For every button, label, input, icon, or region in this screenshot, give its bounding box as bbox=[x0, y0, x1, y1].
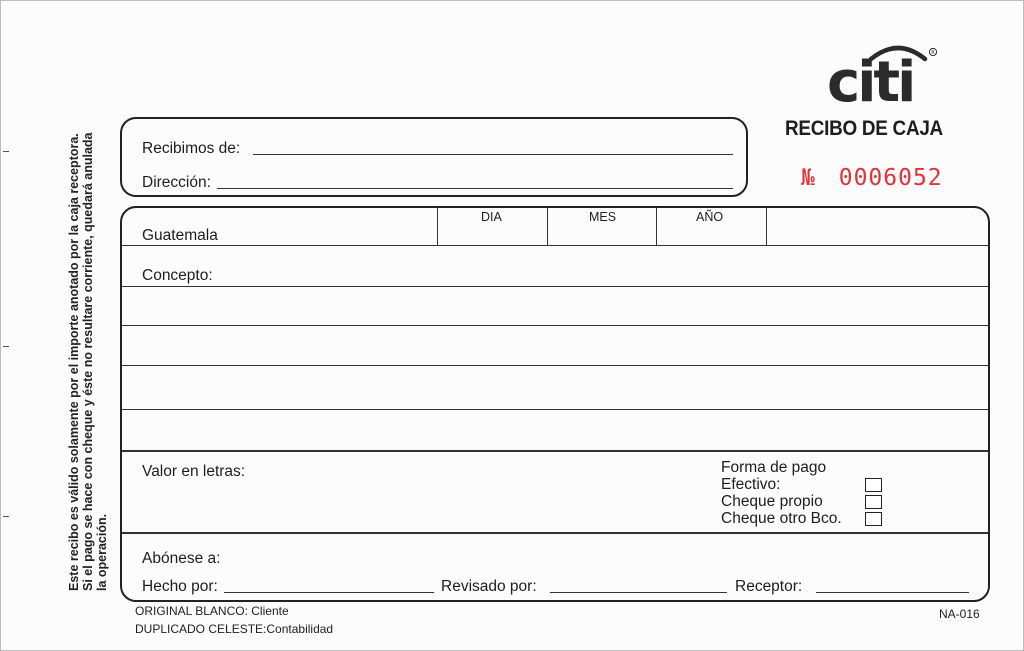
copy-original-value: Cliente bbox=[251, 604, 289, 618]
month-label: MES bbox=[589, 210, 617, 224]
margin-tick bbox=[3, 516, 9, 517]
made-by-label: Hecho por: bbox=[142, 578, 218, 595]
citi-wordmark: citi bbox=[827, 50, 914, 105]
day-label: DIA bbox=[481, 210, 502, 224]
received-from-label: Recibimos de: bbox=[142, 140, 241, 157]
validity-note bbox=[67, 81, 109, 591]
address-field[interactable] bbox=[217, 188, 733, 189]
validity-note-line-3: la operación. bbox=[95, 513, 109, 591]
copy-original-label: ORIGINAL BLANCO: bbox=[135, 604, 248, 618]
concept-label: Concepto: bbox=[142, 267, 213, 284]
concept-line-3[interactable] bbox=[122, 365, 988, 366]
margin-tick bbox=[3, 346, 9, 347]
own-check-label: Cheque propio bbox=[721, 493, 823, 510]
receiver-field[interactable] bbox=[816, 592, 969, 593]
receipt-number bbox=[801, 165, 943, 191]
svg-text:R: R bbox=[931, 50, 935, 56]
cash-checkbox[interactable] bbox=[865, 478, 882, 492]
own-check-checkbox[interactable] bbox=[865, 495, 882, 509]
receipt-number-value: 0006052 bbox=[838, 165, 943, 191]
receipt-details-box bbox=[120, 206, 990, 602]
amount-words-label: Valor en letras: bbox=[142, 463, 246, 480]
concept-line-1[interactable] bbox=[122, 286, 988, 287]
year-field[interactable] bbox=[657, 216, 766, 244]
copy-original bbox=[135, 604, 289, 618]
receiver-label: Receptor: bbox=[735, 578, 803, 595]
month-field[interactable] bbox=[548, 216, 656, 244]
number-symbol: № bbox=[801, 165, 816, 191]
payment-method-title: Forma de pago bbox=[721, 459, 827, 476]
other-bank-check-label: Cheque otro Bco. bbox=[721, 510, 842, 527]
validity-note-line-2: Si el pago se hace con cheque y éste no resultare corriente, quedará anulada bbox=[81, 132, 95, 591]
year-label: AÑO bbox=[696, 210, 724, 224]
copy-duplicate bbox=[135, 622, 333, 636]
concept-line-4[interactable] bbox=[122, 409, 988, 410]
received-from-field[interactable] bbox=[253, 154, 733, 155]
row-divider bbox=[122, 245, 988, 246]
margin-tick bbox=[3, 151, 9, 152]
form-code: NA-016 bbox=[939, 607, 980, 621]
amount-words-field[interactable] bbox=[261, 459, 701, 529]
copy-duplicate-value: Contabilidad bbox=[266, 622, 334, 636]
other-bank-check-checkbox[interactable] bbox=[865, 512, 882, 526]
concept-line-2[interactable] bbox=[122, 325, 988, 326]
receipt-title: RECIBO DE CAJA bbox=[785, 117, 943, 140]
made-by-field[interactable] bbox=[224, 592, 434, 593]
validity-note-line-1: Este recibo es válido solamente por el importe anotado por la caja receptora. bbox=[67, 133, 81, 591]
cash-label: Efectivo: bbox=[721, 476, 781, 493]
copy-duplicate-label: DUPLICADO CELESTE: bbox=[135, 622, 267, 636]
credit-to-label: Abónese a: bbox=[142, 550, 221, 567]
citi-logo-icon bbox=[825, 39, 941, 105]
day-field[interactable] bbox=[438, 216, 547, 244]
citi-logo bbox=[825, 39, 941, 105]
reviewed-by-field[interactable] bbox=[550, 592, 727, 593]
address-label: Dirección: bbox=[142, 174, 211, 191]
reviewed-by-label: Revisado por: bbox=[441, 578, 537, 595]
city-label: Guatemala bbox=[142, 227, 218, 244]
section-divider bbox=[122, 450, 988, 452]
credit-to-field[interactable] bbox=[231, 546, 971, 568]
section-divider bbox=[122, 532, 988, 534]
date-divider bbox=[766, 207, 767, 245]
